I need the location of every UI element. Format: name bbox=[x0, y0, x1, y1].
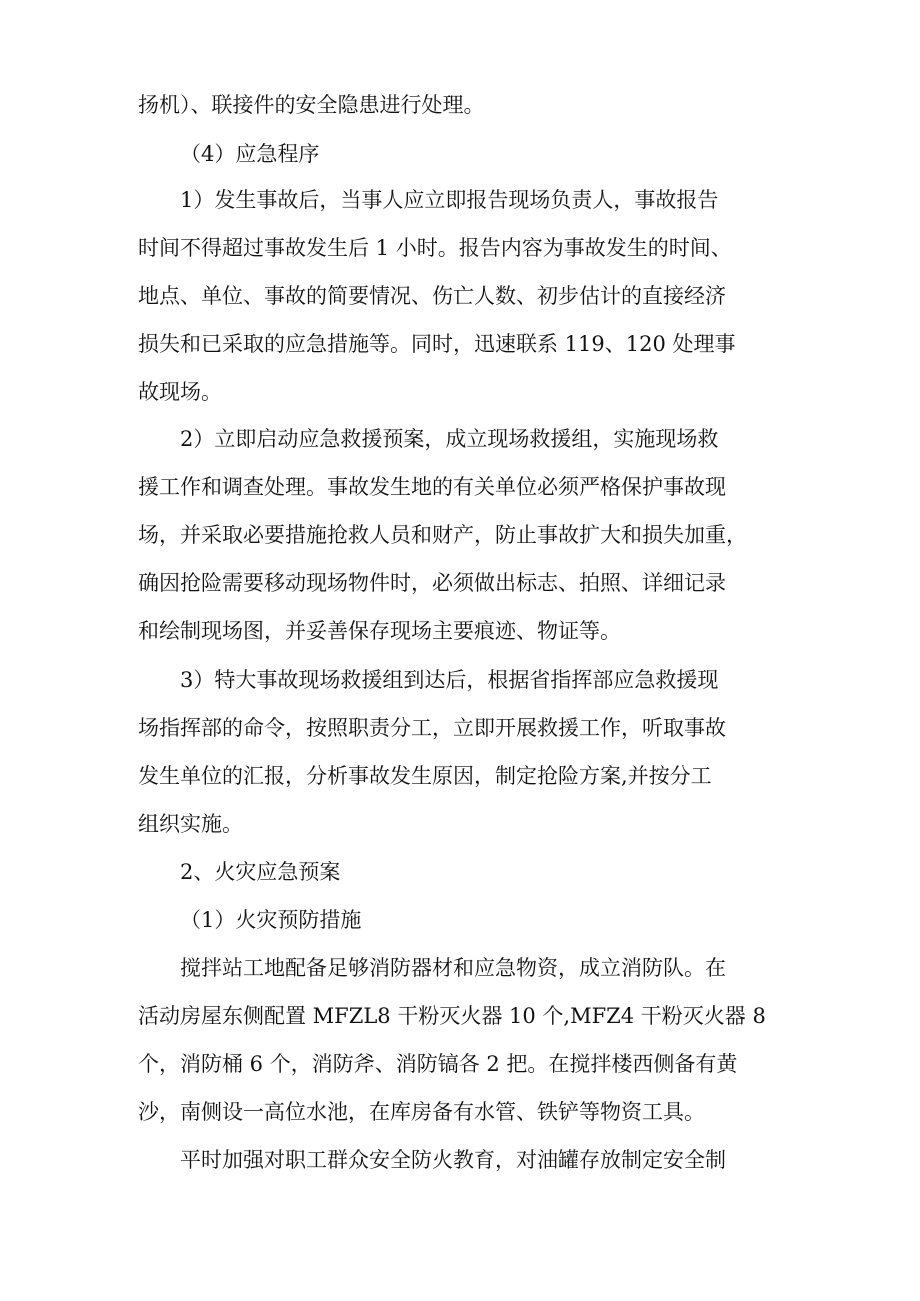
text-line: 搅拌站工地配备足够消防器材和应急物资，成立消防队。在 bbox=[180, 956, 726, 980]
text-line: 损失和已采取的应急措施等。同时，迅速联系 119、120 处理事 bbox=[138, 332, 736, 356]
text-line: 确因抢险需要移动现场物件时，必须做出标志、拍照、详细记录 bbox=[138, 571, 726, 595]
text-line: 沙，南侧设一高位水池，在库房备有水管、铁铲等物资工具。 bbox=[138, 1100, 705, 1124]
text-line: 个，消防桶 6 个，消防斧、消防镐各 2 把。在搅拌楼西侧备有黄 bbox=[138, 1052, 738, 1076]
section-heading: （1）火灾预防措施 bbox=[180, 908, 362, 932]
text-line: 地点、单位、事故的简要情况、伤亡人数、初步估计的直接经济 bbox=[138, 284, 726, 308]
section-heading: （4）应急程序 bbox=[180, 142, 320, 166]
text-line: 1）发生事故后，当事人应立即报告现场负责人，事故报告 bbox=[180, 188, 719, 212]
text-line: 时间不得超过事故发生后 1 小时。报告内容为事故发生的时间、 bbox=[138, 236, 732, 260]
text-line: 场指挥部的命令，按照职责分工，立即开展救援工作，听取事故 bbox=[138, 716, 726, 740]
text-line: 扬机）、联接件的安全隐患进行处理。 bbox=[138, 93, 485, 117]
text-line: 发生单位的汇报，分析事故发生原因，制定抢险方案,并按分工 bbox=[138, 764, 712, 788]
text-line: 3）特大事故现场救援组到达后，根据省指挥部应急救援现 bbox=[180, 668, 719, 692]
text-line: 场，并采取必要措施抢救人员和财产，防止事故扩大和损失加重， bbox=[138, 523, 747, 547]
text-line: 平时加强对职工群众安全防火教育，对油罐存放制定安全制 bbox=[180, 1148, 726, 1172]
text-line: 和绘制现场图，并妥善保存现场主要痕迹、物证等。 bbox=[138, 619, 621, 643]
text-line: 援工作和调查处理。事故发生地的有关单位必须严格保护事故现 bbox=[138, 475, 726, 499]
text-line: 故现场。 bbox=[138, 380, 222, 404]
text-line: 活动房屋东侧配置 MFZL8 干粉灭火器 10 个,MFZ4 干粉灭火器 8 bbox=[138, 1004, 766, 1028]
text-line: 组织实施。 bbox=[138, 812, 243, 836]
text-line: 2）立即启动应急救援预案，成立现场救援组，实施现场救 bbox=[180, 427, 719, 451]
section-heading: 2、火灾应急预案 bbox=[180, 860, 341, 884]
